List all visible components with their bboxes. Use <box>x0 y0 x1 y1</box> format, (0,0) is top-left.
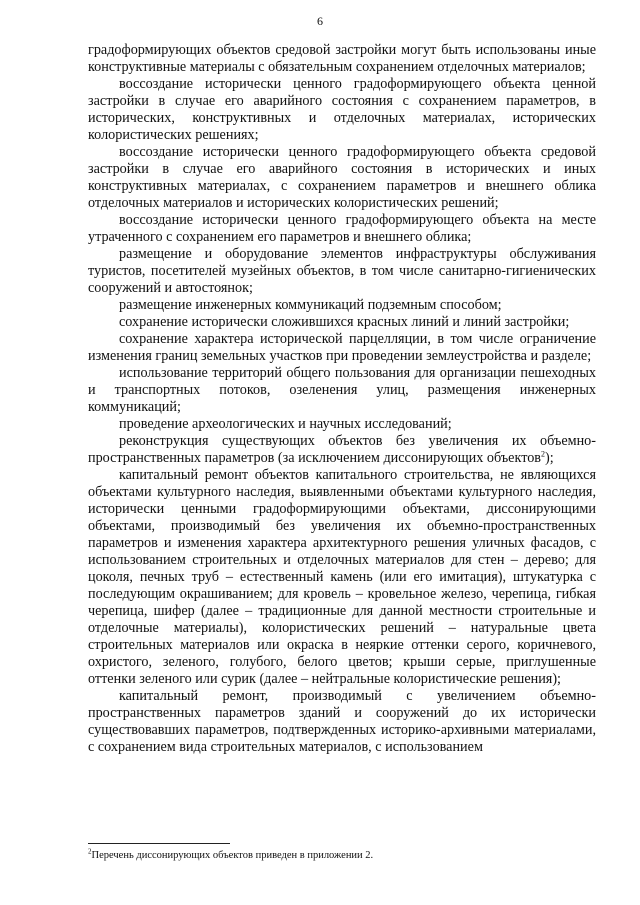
page-number: 6 <box>317 14 323 28</box>
footnote-text: Перечень диссонирующих объектов приведен в приложении 2. <box>91 850 374 861</box>
paragraph: воссоздание исторически ценного градоформирующего объекта ценной застройки в случае его аварийного состояния с сохранением параметров, в исторических, конструктивных и отделочных материалах, исторических колористических решениях; <box>88 76 596 143</box>
paragraph: размещение инженерных коммуникаций подземным способом; <box>119 297 502 313</box>
paragraph-text: реконструкция существующих объектов без увеличения их объемно-пространственных параметров (за исключением диссонирующих объектов <box>88 433 596 466</box>
paragraph: воссоздание исторически ценного градоформирующего объекта средовой застройки в случае его аварийного состояния в исторических и иных конструктивных материалах, с сохранением параметров и внешнего облика отделочных материалов и исторических колористических решений; <box>88 144 596 211</box>
paragraph: капитальный ремонт объектов капитального строительства, не являющихся объектами культурного наследия, выявленными объектами культурного наследия, исторически ценными градоформирующими объектами, диссонирующими объектами, производимый без увеличения их объемно-пространственных параметров и изменения характера архитектурного решения уличных фасадов, с использованием строительных и отделочных материалов для стен – дерево; для цоколя, печных труб – естественный камень (или его имитация), штукатурка с последующим окрашиванием; для кровель – кровельное железо, черепица, гибкая черепица, шифер (далее – традиционные для данной местности строительные и отделочные материалы), колористических решений – натуральные цвета строительных материалов или окраска в неяркие оттенки серого, коричневого, охристого, зеленого, голубого, белого цветов; крыши серые, приглушенные оттенки зеленого или сурик (далее – нейтральные колористические решения); <box>88 467 596 687</box>
paragraph: использование территорий общего пользования для организации пешеходных и транспортных потоков, озеленения улиц, размещения инженерных коммуникаций; <box>88 365 596 415</box>
paragraph: градоформирующих объектов средовой застройки могут быть использованы иные конструктивные материалы с обязательным сохранением отделочных материалов; <box>88 42 596 75</box>
paragraph-with-footnote <box>88 433 596 467</box>
paragraph: капитальный ремонт, производимый с увеличением объемно-пространственных параметров зданий и сооружений до их исторически существовавших параметров, подтвержденных историко-архивными материалами, с сохранением вида строительных материалов, с использованием <box>88 688 596 755</box>
footnote-divider <box>88 843 230 844</box>
paragraph: размещение и оборудование элементов инфраструктуры обслуживания туристов, посетителей музейных объектов, в том числе санитарно-гигиенических сооружений и автостоянок; <box>88 246 596 296</box>
footnote <box>88 849 596 862</box>
paragraph: проведение археологических и научных исследований; <box>119 416 452 432</box>
body-text <box>88 42 596 756</box>
footnote-reference[interactable]: 2 <box>541 449 545 459</box>
paragraph: сохранение исторически сложившихся красных линий и линий застройки; <box>119 314 570 330</box>
paragraph: сохранение характера исторической парцелляции, в том числе ограничение изменения границ земельных участков при проведении землеустройства и разделе; <box>88 331 596 364</box>
paragraph-text-suffix: ); <box>545 450 554 466</box>
paragraph: воссоздание исторически ценного градоформирующего объекта на месте утраченного с сохранением его параметров и внешнего облика; <box>88 212 596 245</box>
footnote-mark: 2 <box>88 847 92 856</box>
